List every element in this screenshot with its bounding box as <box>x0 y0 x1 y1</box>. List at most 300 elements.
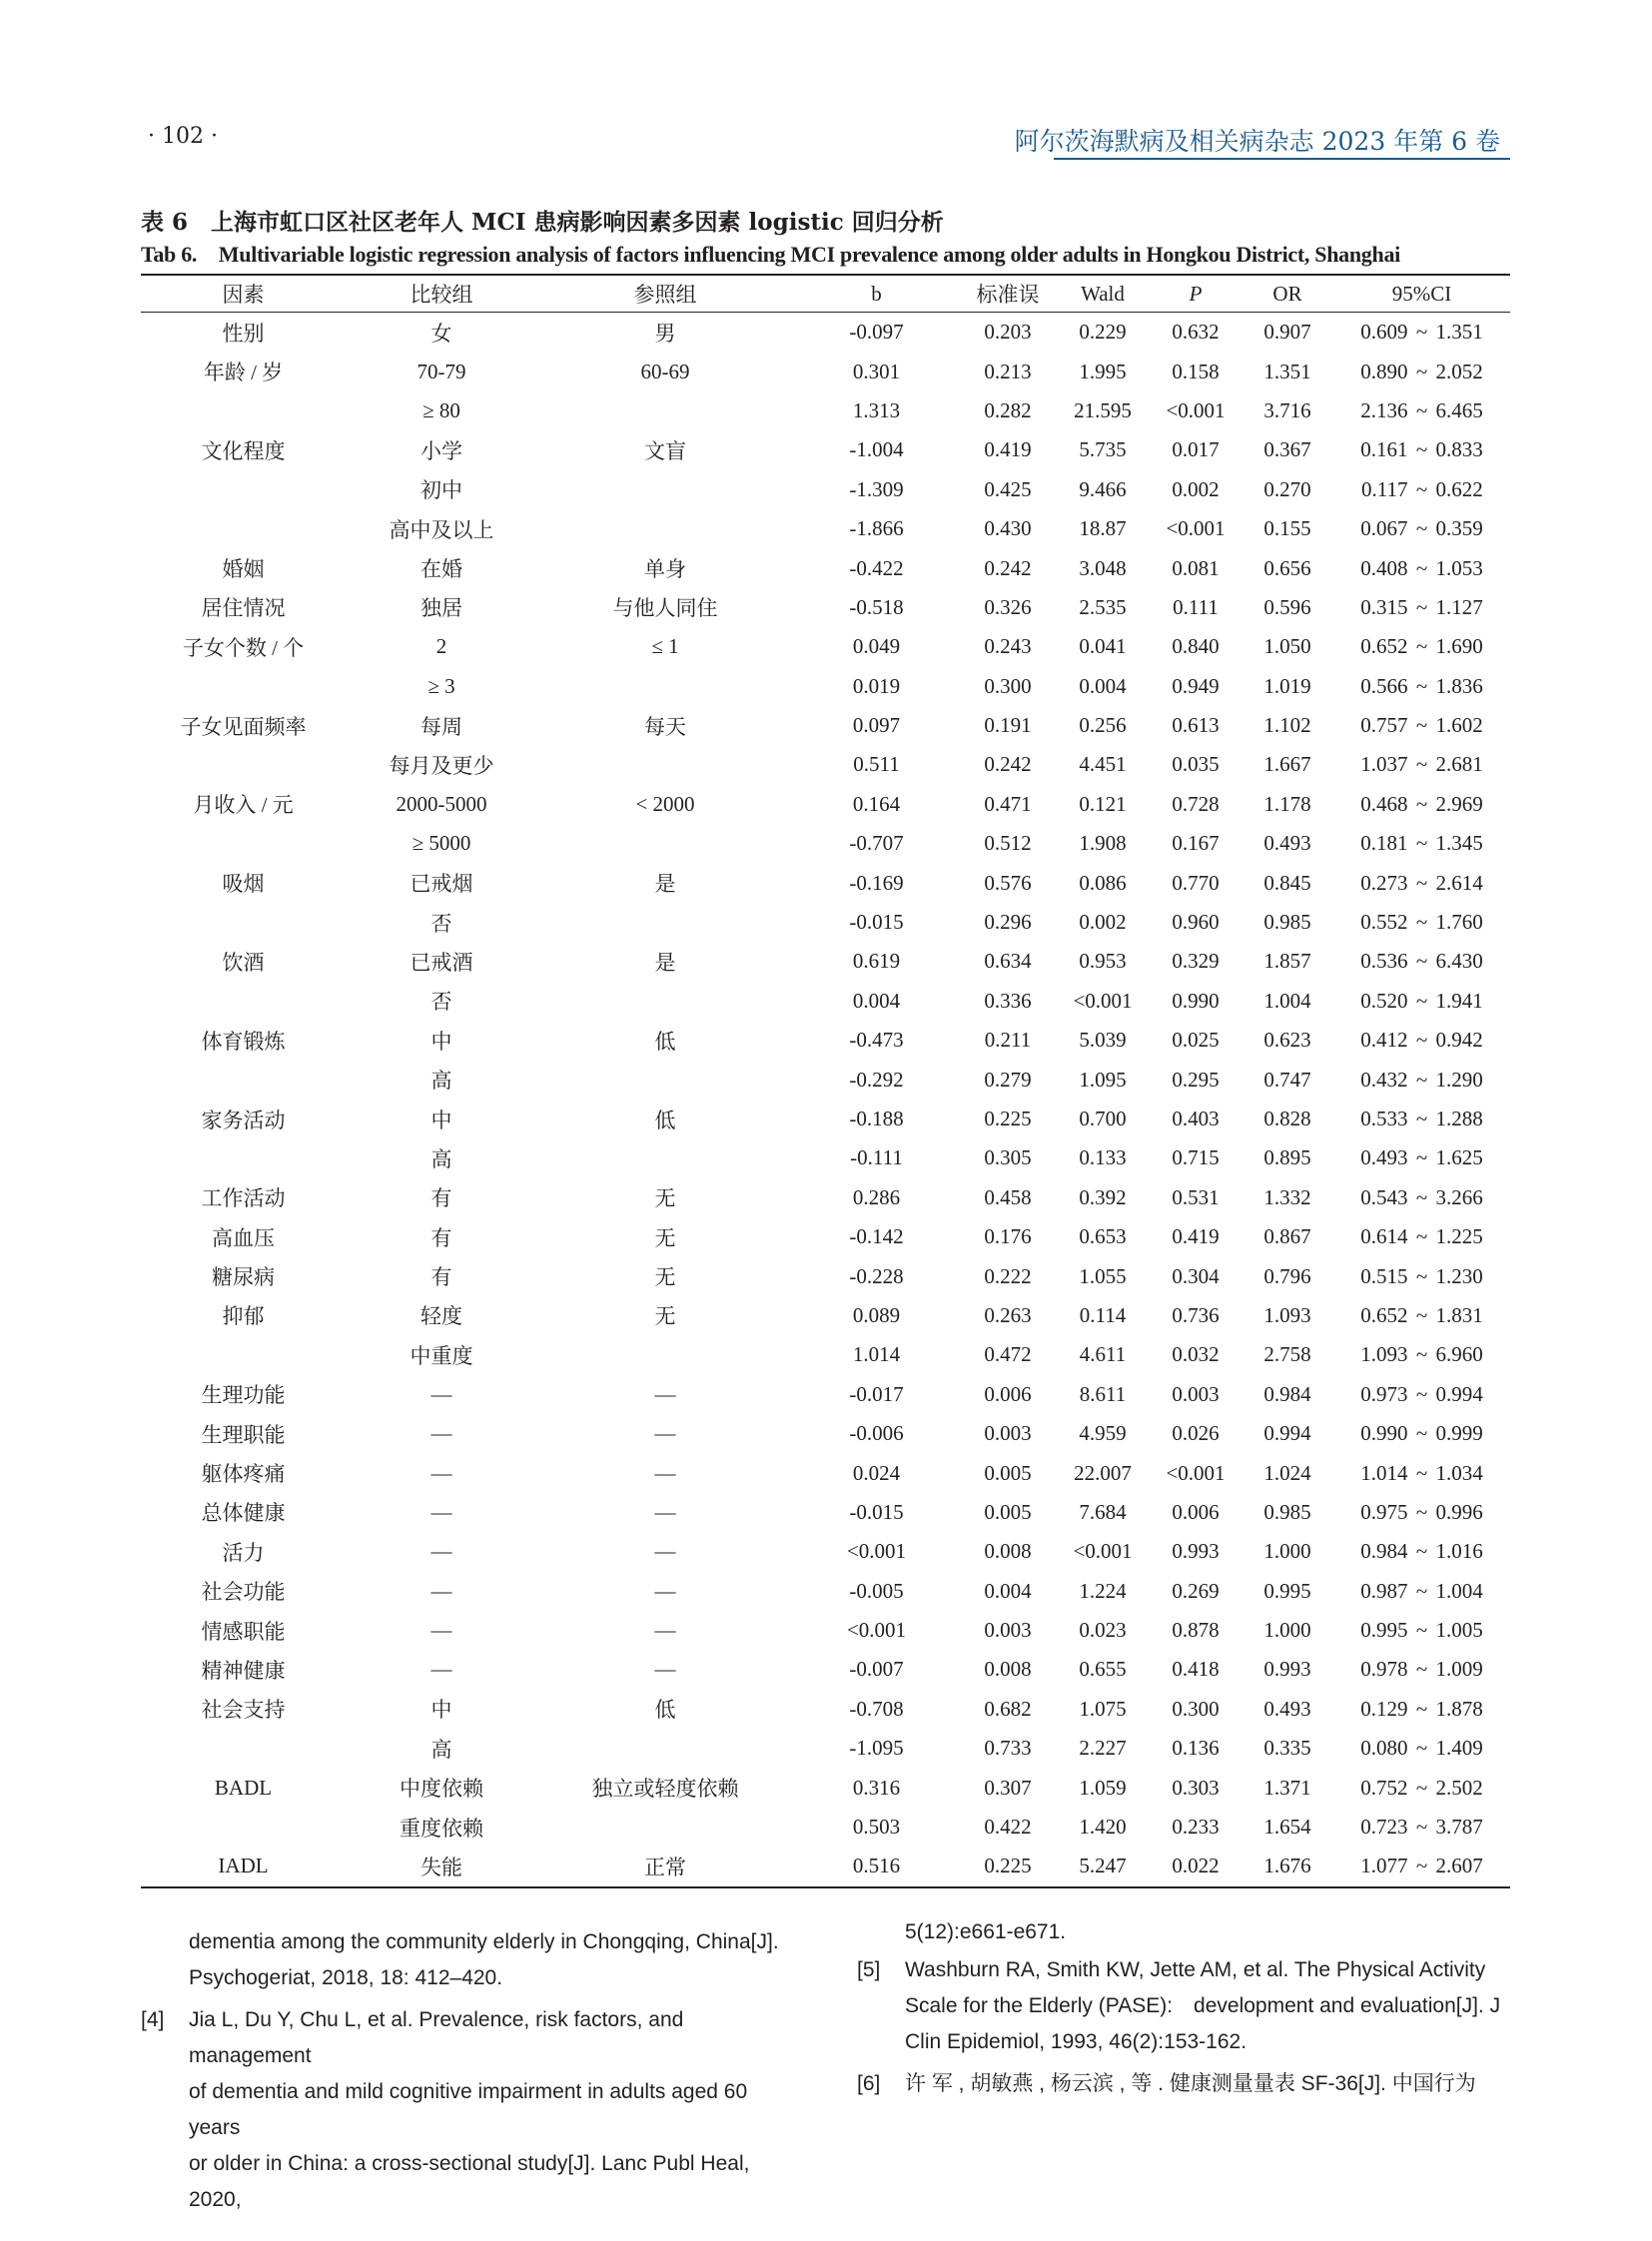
cell-wald: 5.247 <box>1079 1854 1127 1878</box>
cell-ci <box>1333 1414 1510 1453</box>
cell-reference: 60-69 <box>640 359 690 383</box>
reference-line: dementia among the community elderly in Chongqing, China[J]. <box>189 1930 779 1953</box>
cell-reference <box>537 1335 793 1374</box>
cell-or: 0.656 <box>1263 555 1311 580</box>
cell-reference: 是 <box>654 950 676 975</box>
table-row <box>141 1375 1510 1414</box>
ci-upper: 1.290 <box>1435 1067 1483 1092</box>
header-rule <box>1054 158 1510 160</box>
cell-wald: 1.059 <box>1079 1775 1127 1800</box>
ci-upper: 6.960 <box>1435 1342 1483 1367</box>
ci-upper: 0.942 <box>1435 1028 1483 1053</box>
cell-se: 0.305 <box>984 1145 1032 1170</box>
cell-b: 0.301 <box>852 359 901 383</box>
cell-factor: 体育锻炼 <box>201 1029 286 1054</box>
cell-ci <box>1333 1611 1510 1650</box>
cell-reference: 每天 <box>644 714 686 739</box>
cell-reference: 无 <box>654 1225 676 1250</box>
cell-b: 0.019 <box>852 673 901 698</box>
ci-separator: ~ <box>1415 1421 1428 1446</box>
cell-reference <box>537 1808 793 1847</box>
cell-se: 0.225 <box>984 1107 1032 1130</box>
cell-se: 0.471 <box>984 791 1032 816</box>
ci-separator: ~ <box>1415 320 1428 345</box>
cell-se: 0.191 <box>984 713 1032 738</box>
cell-factor: 年龄 / 岁 <box>203 361 284 385</box>
ci-lower: 0.990 <box>1360 1421 1408 1446</box>
cell-or: 1.667 <box>1263 752 1311 777</box>
cell-comparison: — <box>430 1499 452 1524</box>
ci-lower: 0.757 <box>1360 713 1408 738</box>
cell-factor <box>141 982 346 1021</box>
table-row <box>141 1493 1510 1532</box>
cell-wald: 0.023 <box>1079 1618 1127 1643</box>
cell-ci <box>1333 1493 1510 1532</box>
cell-or: 0.985 <box>1263 910 1311 935</box>
cell-reference: 独立或轻度依赖 <box>591 1777 739 1802</box>
table-row <box>141 1768 1510 1807</box>
ci-lower: 2.136 <box>1360 397 1408 422</box>
ci-lower: 0.432 <box>1360 1067 1408 1092</box>
cell-factor: 子女个数 / 个 <box>182 635 305 660</box>
cell-or: 1.178 <box>1263 791 1311 816</box>
cell-p: 0.017 <box>1172 437 1220 462</box>
cell-p: 0.025 <box>1172 1028 1220 1053</box>
table-row <box>141 706 1510 745</box>
ci-upper: 1.941 <box>1435 988 1483 1013</box>
cell-b: 0.049 <box>852 634 901 659</box>
ci-separator: ~ <box>1415 437 1428 462</box>
cell-comparison: ≥ 5000 <box>412 831 471 856</box>
cell-factor: 情感职能 <box>201 1619 286 1644</box>
ci-lower: 0.652 <box>1360 1302 1408 1327</box>
ci-separator: ~ <box>1415 1460 1428 1485</box>
table-row <box>141 1060 1510 1099</box>
cell-wald: 0.256 <box>1079 713 1127 738</box>
cell-wald: 4.451 <box>1079 752 1127 777</box>
cell-p: 0.269 <box>1172 1578 1220 1603</box>
cell-comparison: 中 <box>430 1108 452 1132</box>
cell-ci <box>1333 1729 1510 1768</box>
ci-separator: ~ <box>1415 1184 1428 1209</box>
cell-ci <box>1333 1060 1510 1099</box>
cell-factor: 饮酒 <box>222 950 265 975</box>
cell-factor: 文化程度 <box>201 438 286 463</box>
cell-reference <box>537 667 793 706</box>
ci-upper: 0.622 <box>1435 476 1483 501</box>
cell-b: 0.619 <box>852 949 901 974</box>
column-header-comparison: 比较组 <box>410 283 473 307</box>
ci-lower: 0.984 <box>1360 1539 1408 1564</box>
ci-lower: 0.181 <box>1360 831 1408 856</box>
cell-b: 0.024 <box>852 1460 901 1485</box>
cell-wald: 0.121 <box>1079 791 1127 816</box>
cell-comparison: 有 <box>430 1225 452 1250</box>
ci-upper: 1.836 <box>1435 673 1483 698</box>
ci-upper: 1.225 <box>1435 1224 1483 1249</box>
cell-b: -0.017 <box>849 1381 904 1406</box>
table-row <box>141 1021 1510 1060</box>
ci-separator: ~ <box>1415 1696 1428 1721</box>
cell-se: 0.300 <box>984 673 1032 698</box>
ci-separator: ~ <box>1415 1618 1428 1643</box>
cell-p: 0.233 <box>1172 1815 1220 1840</box>
cell-or: 1.000 <box>1263 1618 1311 1643</box>
ci-separator: ~ <box>1415 555 1428 580</box>
cell-reference <box>537 745 793 784</box>
cell-p: 0.026 <box>1172 1421 1220 1446</box>
cell-reference: 单身 <box>644 557 686 582</box>
ci-separator: ~ <box>1415 1736 1428 1761</box>
cell-comparison: 失能 <box>420 1855 462 1879</box>
cell-or: 0.828 <box>1263 1107 1311 1130</box>
cell-se: 0.512 <box>984 831 1032 856</box>
cell-ci <box>1333 627 1510 666</box>
ci-upper: 2.681 <box>1435 752 1483 777</box>
ci-upper: 3.787 <box>1435 1815 1483 1840</box>
ci-lower: 0.533 <box>1360 1107 1408 1130</box>
table-row <box>141 1296 1510 1335</box>
cell-ci <box>1333 745 1510 784</box>
cell-wald: 1.224 <box>1079 1578 1127 1603</box>
reference-line: Washburn RA, Smith KW, Jette AM, et al. The Physical Activity <box>905 1958 1486 1981</box>
table-row <box>141 1138 1510 1177</box>
cell-or: 1.000 <box>1263 1539 1311 1564</box>
ci-separator: ~ <box>1415 516 1428 541</box>
cell-wald: 3.048 <box>1079 555 1127 580</box>
ci-lower: 0.987 <box>1360 1578 1408 1603</box>
cell-se: 0.003 <box>984 1618 1032 1643</box>
table-row <box>141 313 1510 353</box>
cell-ci <box>1333 982 1510 1021</box>
table-row <box>141 391 1510 430</box>
ci-separator: ~ <box>1415 988 1428 1013</box>
cell-reference: — <box>654 1460 676 1485</box>
table-row <box>141 1217 1510 1256</box>
ci-upper: 1.016 <box>1435 1539 1483 1564</box>
cell-comparison: 有 <box>430 1265 452 1290</box>
cell-b: 0.516 <box>852 1854 901 1878</box>
ci-upper: 1.009 <box>1435 1657 1483 1682</box>
cell-p: 0.632 <box>1172 320 1220 345</box>
table-caption-chinese: 表 6 上海市虹口区社区老年人 MCI 患病影响因素多因素 logistic 回归分析 <box>141 209 944 236</box>
ci-lower: 0.493 <box>1360 1145 1408 1170</box>
cell-b: 0.316 <box>852 1775 901 1800</box>
reference-number: [6] <box>857 2072 881 2095</box>
ci-upper: 0.359 <box>1435 516 1483 541</box>
cell-factor <box>141 745 346 784</box>
cell-factor <box>141 824 346 863</box>
cell-ci <box>1333 1375 1510 1414</box>
table-row <box>141 1729 1510 1768</box>
cell-comparison: 已戒烟 <box>410 872 473 897</box>
ci-lower: 0.315 <box>1360 594 1408 619</box>
cell-p: <0.001 <box>1166 397 1226 422</box>
ci-separator: ~ <box>1415 634 1428 659</box>
cell-reference: ≤ 1 <box>651 634 679 659</box>
cell-wald: 9.466 <box>1079 476 1127 501</box>
cell-comparison: 中 <box>430 1698 452 1723</box>
cell-comparison: 高 <box>430 1737 452 1762</box>
cell-or: 1.102 <box>1263 713 1311 738</box>
cell-ci <box>1333 667 1510 706</box>
cell-comparison: 中重度 <box>410 1343 473 1368</box>
cell-wald: 0.700 <box>1079 1107 1127 1130</box>
cell-se: 0.222 <box>984 1263 1032 1288</box>
reference-number: [4] <box>141 2008 165 2031</box>
ci-upper: 3.266 <box>1435 1184 1483 1209</box>
cell-comparison: 女 <box>430 321 452 346</box>
cell-comparison: 在婚 <box>420 557 462 582</box>
cell-or: 1.654 <box>1263 1815 1311 1840</box>
cell-or: 0.155 <box>1263 516 1311 541</box>
cell-b: -0.006 <box>849 1421 904 1446</box>
cell-b: 0.089 <box>852 1302 901 1327</box>
cell-comparison: 每月及更少 <box>389 753 494 778</box>
cell-comparison: ≥ 80 <box>422 397 460 422</box>
cell-or: 1.371 <box>1263 1775 1311 1800</box>
ci-separator: ~ <box>1415 1028 1428 1053</box>
cell-factor <box>141 1729 346 1768</box>
cell-b: 1.313 <box>852 397 901 422</box>
ci-separator: ~ <box>1415 910 1428 935</box>
cell-p: 0.840 <box>1172 634 1220 659</box>
cell-b: 0.511 <box>853 752 900 777</box>
cell-p: 0.531 <box>1172 1184 1220 1209</box>
cell-factor: BADL <box>214 1775 273 1800</box>
cell-se: 0.243 <box>984 634 1032 659</box>
cell-p: 0.736 <box>1172 1302 1220 1327</box>
cell-wald: 0.041 <box>1079 634 1127 659</box>
table-body <box>141 313 1510 1887</box>
cell-factor: 糖尿病 <box>212 1265 275 1290</box>
cell-comparison: 小学 <box>420 438 462 463</box>
cell-or: 0.270 <box>1263 476 1311 501</box>
cell-factor: 躯体疼痛 <box>201 1462 286 1487</box>
table-row <box>141 588 1510 627</box>
cell-ci <box>1333 785 1510 824</box>
cell-ci <box>1333 1138 1510 1177</box>
ci-upper: 6.465 <box>1435 397 1483 422</box>
cell-b: 0.503 <box>852 1815 901 1840</box>
cell-reference <box>537 1138 793 1177</box>
cell-or: 0.867 <box>1263 1224 1311 1249</box>
cell-p: 0.728 <box>1172 791 1220 816</box>
ci-upper: 1.409 <box>1435 1736 1483 1761</box>
cell-wald: 21.595 <box>1074 397 1132 422</box>
cell-wald: 0.133 <box>1079 1145 1127 1170</box>
cell-se: 0.242 <box>984 752 1032 777</box>
ci-separator: ~ <box>1415 1775 1428 1800</box>
ci-upper: 1.034 <box>1435 1460 1483 1485</box>
ci-lower: 0.117 <box>1361 476 1408 501</box>
cell-b: -0.707 <box>849 831 904 856</box>
table-row <box>141 903 1510 942</box>
ci-upper: 1.005 <box>1435 1618 1483 1643</box>
ci-separator: ~ <box>1415 1854 1428 1878</box>
cell-wald: 0.392 <box>1079 1184 1127 1209</box>
ci-lower: 0.978 <box>1360 1657 1408 1682</box>
cell-p: 0.329 <box>1172 949 1220 974</box>
cell-or: 0.895 <box>1263 1145 1311 1170</box>
cell-se: 0.003 <box>984 1421 1032 1446</box>
cell-reference: — <box>654 1421 676 1446</box>
cell-ci <box>1333 1296 1510 1335</box>
ci-upper: 2.969 <box>1435 791 1483 816</box>
ci-upper: 1.230 <box>1435 1263 1483 1288</box>
cell-wald: 0.114 <box>1079 1302 1127 1327</box>
cell-p: 0.002 <box>1172 476 1220 501</box>
cell-wald: 18.87 <box>1079 516 1127 541</box>
cell-comparison: — <box>430 1578 452 1603</box>
cell-b: -0.097 <box>849 320 904 345</box>
ci-upper: 0.994 <box>1435 1381 1483 1406</box>
ci-separator: ~ <box>1415 1067 1428 1092</box>
cell-factor: 居住情况 <box>201 596 286 621</box>
ci-lower: 0.408 <box>1360 555 1408 580</box>
cell-comparison: 中度依赖 <box>400 1777 483 1802</box>
cell-b: 1.014 <box>852 1342 901 1367</box>
cell-ci <box>1333 1808 1510 1847</box>
column-header-p: P <box>1189 281 1203 306</box>
ci-separator: ~ <box>1415 673 1428 698</box>
ci-lower: 0.614 <box>1360 1224 1408 1249</box>
cell-ci <box>1333 352 1510 390</box>
ci-lower: 0.723 <box>1360 1815 1408 1840</box>
cell-p: 0.303 <box>1172 1775 1220 1800</box>
cell-b: -1.866 <box>849 516 904 541</box>
cell-se: 0.282 <box>984 397 1032 422</box>
cell-comparison: 否 <box>430 990 452 1015</box>
cell-reference: 正常 <box>644 1855 686 1879</box>
ci-upper: 1.760 <box>1435 910 1483 935</box>
cell-se: 0.634 <box>984 949 1032 974</box>
cell-wald: 4.611 <box>1079 1342 1127 1367</box>
cell-reference <box>537 824 793 863</box>
cell-b: -0.169 <box>849 870 904 895</box>
cell-or: 0.493 <box>1263 831 1311 856</box>
cell-reference: — <box>654 1657 676 1682</box>
ci-separator: ~ <box>1415 1657 1428 1682</box>
cell-b: 0.286 <box>852 1184 901 1209</box>
cell-p: 0.003 <box>1172 1381 1220 1406</box>
ci-lower: 0.067 <box>1360 516 1408 541</box>
cell-p: 0.715 <box>1172 1145 1220 1170</box>
ci-upper: 1.831 <box>1435 1302 1483 1327</box>
cell-reference <box>537 509 793 548</box>
cell-se: 0.326 <box>984 594 1032 619</box>
cell-reference: 无 <box>654 1304 676 1329</box>
ci-separator: ~ <box>1415 752 1428 777</box>
cell-se: 0.005 <box>984 1499 1032 1524</box>
cell-p: 0.022 <box>1172 1854 1220 1878</box>
cell-se: 0.211 <box>984 1028 1032 1053</box>
ci-upper: 1.345 <box>1435 831 1483 856</box>
ci-lower: 0.536 <box>1360 949 1408 974</box>
cell-se: 0.004 <box>984 1578 1032 1603</box>
cell-reference: 无 <box>654 1265 676 1290</box>
table-row <box>141 1453 1510 1492</box>
journal-title: 阿尔茨海默病及相关病杂志 2023 年第 6 卷 <box>1014 127 1500 156</box>
column-header-factor: 因素 <box>222 283 265 307</box>
cell-or: 0.796 <box>1263 1263 1311 1288</box>
cell-p: 0.770 <box>1172 870 1220 895</box>
ci-separator: ~ <box>1415 713 1428 738</box>
cell-reference: < 2000 <box>635 791 695 816</box>
cell-ci <box>1333 509 1510 548</box>
table-row <box>141 1414 1510 1453</box>
cell-reference <box>537 391 793 430</box>
cell-reference <box>537 1729 793 1768</box>
cell-ci <box>1333 1217 1510 1256</box>
ci-separator: ~ <box>1415 594 1428 619</box>
cell-comparison: 轻度 <box>420 1304 462 1329</box>
cell-se: 0.733 <box>984 1736 1032 1761</box>
ci-separator: ~ <box>1415 1815 1428 1840</box>
ci-upper: 1.602 <box>1435 713 1483 738</box>
ci-upper: 1.053 <box>1435 555 1483 580</box>
cell-se: 0.682 <box>984 1696 1032 1721</box>
cell-ci <box>1333 1768 1510 1807</box>
ci-upper: 2.614 <box>1435 870 1483 895</box>
cell-factor <box>141 1138 346 1177</box>
cell-p: 0.878 <box>1172 1618 1220 1643</box>
cell-p: 0.960 <box>1172 910 1220 935</box>
cell-b: 0.004 <box>852 988 901 1013</box>
cell-or: 2.758 <box>1263 1342 1311 1367</box>
cell-wald: 1.095 <box>1079 1067 1127 1092</box>
ci-lower: 1.077 <box>1360 1854 1408 1878</box>
cell-se: 0.279 <box>984 1067 1032 1092</box>
cell-b: -0.015 <box>849 1499 904 1524</box>
cell-reference: — <box>654 1618 676 1643</box>
cell-se: 0.458 <box>984 1184 1032 1209</box>
cell-b: -0.708 <box>849 1696 904 1721</box>
cell-comparison: — <box>430 1618 452 1643</box>
reference-line: 5(12):e661-e671. <box>905 1920 1067 1943</box>
cell-factor: 活力 <box>222 1540 265 1565</box>
cell-b: <0.001 <box>846 1618 907 1643</box>
cell-factor <box>141 903 346 942</box>
cell-ci <box>1333 1335 1510 1374</box>
cell-ci <box>1333 430 1510 469</box>
cell-reference: 低 <box>654 1698 676 1723</box>
cell-wald: 1.995 <box>1079 359 1127 383</box>
reference-line: of dementia and mild cognitive impairment in adults aged 60 years <box>189 2080 748 2139</box>
cell-b: -0.188 <box>849 1107 904 1130</box>
table-row <box>141 863 1510 902</box>
cell-p: <0.001 <box>1166 516 1226 541</box>
cell-factor: 社会支持 <box>201 1698 286 1723</box>
table-row <box>141 470 1510 509</box>
ci-upper: 2.052 <box>1435 359 1483 383</box>
cell-se: 0.472 <box>984 1342 1032 1367</box>
cell-p: 0.418 <box>1172 1657 1220 1682</box>
cell-b: -1.095 <box>849 1736 904 1761</box>
cell-ci <box>1333 313 1510 353</box>
ci-separator: ~ <box>1415 870 1428 895</box>
cell-b: -0.422 <box>849 555 904 580</box>
cell-comparison: 高 <box>430 1069 452 1094</box>
cell-ci <box>1333 942 1510 981</box>
ci-separator: ~ <box>1415 397 1428 422</box>
reference-line: or older in China: a cross-sectional study[J]. Lanc Publ Heal, 2020, <box>189 2152 750 2211</box>
table-row <box>141 509 1510 548</box>
cell-b: -1.004 <box>849 437 904 462</box>
ci-lower: 0.129 <box>1360 1696 1408 1721</box>
ci-separator: ~ <box>1415 1578 1428 1603</box>
cell-se: 0.419 <box>984 437 1032 462</box>
